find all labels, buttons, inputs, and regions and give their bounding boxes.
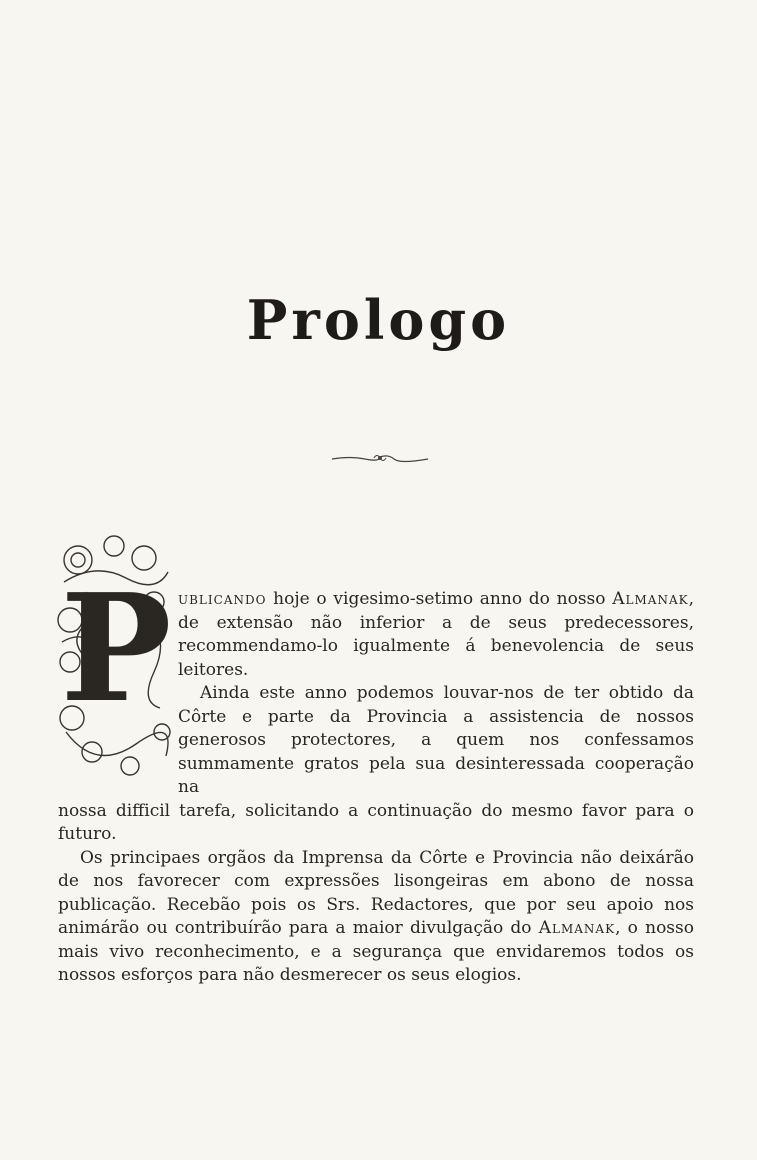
almanak-term: Almanak: [538, 918, 616, 938]
paragraph-text: , o nosso mais vivo reconhecimento, e a segurança que envidaremos todos os nossos esforços para não desmerecer os seus elogios.: [58, 918, 694, 985]
page-title: Prologo: [246, 288, 511, 353]
body-text: [58, 588, 694, 988]
paragraph: [58, 847, 694, 988]
paragraph-text: Os principaes orgãos da Imprensa da Côrte e Provincia não deixárão de nos favorecer com expressões lisongeiras em abono de nossa publicação. Recebão pois os Srs. Redactores, que por seu apoio nos animárão ou contribuírão para a maior divulgação do: [58, 847, 694, 938]
paragraph: [58, 588, 694, 682]
flourish-divider-icon: [330, 452, 430, 466]
paragraph: nossa difficil tarefa, solicitando a continuação do mesmo favor para o futuro.: [58, 800, 694, 844]
paragraph-text: hoje o vigesimo-setimo anno do nosso: [266, 589, 613, 609]
lead-word: ublicando: [178, 589, 267, 609]
drop-cap-letter: P: [60, 561, 172, 735]
almanak-term: Almanak: [612, 589, 689, 609]
paragraph: Ainda este anno podemos louvar-nos de ter obtido da Côrte e parte da Provincia a assistencia de nossos generosos protectores, a quem nos confessamos summamente gratos pela sua desinteressada cooperação na: [178, 683, 694, 797]
paragraph-text: , de extensão não inferior a de seus predecessores, recommendamo-lo igualmente á benevolencia de seus leitores.: [178, 589, 694, 680]
